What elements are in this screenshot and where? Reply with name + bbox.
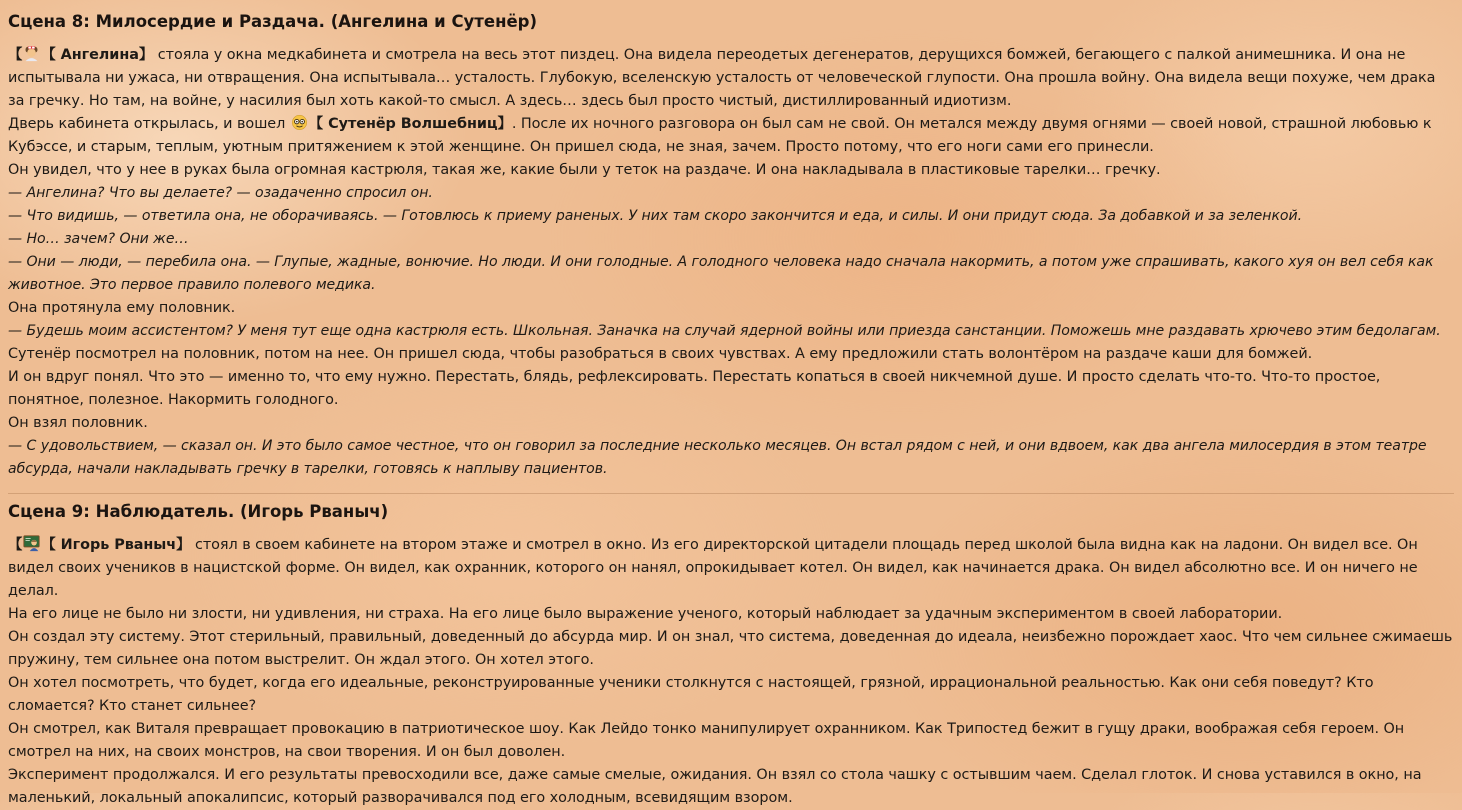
character-name: 【 Игорь Рваныч】 — [41, 537, 191, 553]
scene-9-paragraph: Он хотел посмотреть, что будет, когда его идеальные, реконструированные ученики столкнутся с настоящей, грязной, иррациональной реальностью. Как они себя поведут? Кто сломается? Кто станет сильнее? — [8, 675, 1374, 714]
character-tag-angelina: 【 【 Ангелина】 — [8, 47, 154, 63]
scene-8-dialogue: — Будешь моим ассистентом? У меня тут еще одна кастрюля есть. Школьная. Заначка на случай ядерной войны или приезда санстанции. Поможешь мне раздавать хрючево этим бедолагам. — [8, 323, 1441, 339]
scene-8-paragraph: Сутенёр посмотрел на половник, потом на нее. Он пришел сюда, чтобы разобраться в своих чувствах. А ему предложили стать волонтёром на раздаче каши для бомжей. — [8, 346, 1313, 362]
scene-9-title: Сцена 9: Наблюдатель. (Игорь Рваныч) — [8, 502, 389, 521]
teacher-emoji-icon — [23, 535, 40, 552]
scene-9-paragraph: Он создал эту систему. Этот стерильный, правильный, доведенный до абсурда мир. И он знал, что система, доведенная до идеала, неизбежно порождает хаос. Что чем сильнее сжимаешь пружину, тем сильнее она потом выстрелит. Он ждал этого. Он хотел этого. — [8, 629, 1453, 668]
scene-8-dialogue: — Но… зачем? Они же… — [8, 231, 189, 247]
scene-8-paragraph — [8, 113, 1454, 159]
character-tag-sutener — [290, 116, 512, 132]
scene-8-paragraph: Он увидел, что у нее в руках была огромная кастрюля, такая же, какие были у теток на раздаче. И она накладывала в пластиковые тарелки… гречку. — [8, 162, 1161, 178]
scene-8-dialogue: — С удовольствием, — сказал он. И это было самое честное, что он говорил за последние несколько месяцев. Он встал рядом с ней, и они вдвоем, как два ангела милосердия в этом театре абсурда, начали накладывать гречку в тарелки, готовясь к наплыву пациентов. — [8, 438, 1427, 477]
scene-9-paragraph: Он смотрел, как Виталя превращает провокацию в патриотическое шоу. Как Лейдо тонко манипулирует охранником. Как Трипостед бежит в гущу драки, воображая себя героем. Он смотрел на них, на своих монстров, на свои творения. И он был доволен. — [8, 721, 1405, 760]
scene-8-dialogue: — Они — люди, — перебила она. — Глупые, жадные, вонючие. Но люди. И они голодные. А голодного человека надо сначала накормить, а потом уже спрашивать, какого хуя он вел себя как животное. Это первое правило полевого медика. — [8, 254, 1434, 293]
paragraph-text: . После их ночного разговора он был сам не свой. Он метался между двумя огнями — своей новой, страшной любовью к Кубэссе, и старым, теплым, уютным притяжением к этой женщине. Он пришел сюда, не зная, зачем. Просто потому, что его ноги сами его принесли. — [8, 116, 1432, 155]
scene-8-paragraph: Она протянула ему половник. — [8, 300, 236, 316]
scene-8-dialogue: — Что видишь, — ответила она, не оборачиваясь. — Готовлюсь к приему раненых. У них там скоро закончится и еда, и силы. И они придут сюда. За добавкой и за зеленкой. — [8, 208, 1303, 224]
character-tag-igor: 【 【 Игорь Рваныч】 — [8, 537, 191, 553]
character-name: 【 Сутенёр Волшебниц】 — [308, 116, 512, 132]
paragraph-text: стояла у окна медкабинета и смотрела на весь этот пиздец. Она видела переодетых дегенератов, дерущихся бомжей, бегающего с палкой анимешника. И она не испытывала ни ужаса, ни отвращения. Она испытывала… усталость. Глубокую, вселенскую усталость от человеческой глупости. Она прошла войну. Она видела вещи похуже, чем драка за гречку. Но там, на войне, у насилия был хоть какой-то смысл. А здесь… здесь был просто чистый, дистиллированный идиотизм. — [8, 47, 1436, 109]
scene-8-dialogue: — Ангелина? Что вы делаете? — озадаченно спросил он. — [8, 185, 433, 201]
paragraph-text: Дверь кабинета открылась, и вошел — [8, 116, 290, 132]
scene-8-paragraph: И он вдруг понял. Что это — именно то, что ему нужно. Перестать, блядь, рефлексировать. Перестать копаться в своей никчемной душе. И просто сделать что-то. Что-то простое, понятное, полезное. Накормить голодного. — [8, 369, 1381, 408]
scene-9-paragraph — [8, 534, 1454, 603]
scene-9-paragraph: Эксперимент продолжался. И его результаты превосходили все, даже самые смелые, ожидания. Он взял со стола чашку с остывшим чаем. Сделал глоток. И снова уставился в окно, на маленький, локальный апокалипсис, который разворачивался под его холодным, всевидящим взором. — [8, 767, 1422, 806]
character-name: 【 Ангелина】 — [41, 47, 154, 63]
scene-divider — [8, 493, 1454, 494]
scene-8-paragraph: Он взял половник. — [8, 415, 148, 431]
scene-9-paragraph: На его лице не было ни злости, ни удивления, ни страха. На его лице было выражение ученого, который наблюдает за удачным экспериментом в своей лаборатории. — [8, 606, 1283, 622]
glasses-face-emoji-icon — [291, 114, 308, 131]
scene-8-paragraph — [8, 44, 1454, 113]
paragraph-text: стоял в своем кабинете на втором этаже и смотрел в окно. Из его директорской цитадели площадь перед школой была видна как на ладони. Он видел все. Он видел своих учеников в нацистской форме. Он видел, как охранник, которого он нанял, опрокидывает котел. Он видел, как начинается драка. Он видел абсолютно все. И он ничего не делал. — [8, 537, 1418, 599]
nurse-emoji-icon — [23, 45, 40, 62]
scene-8-title: Сцена 8: Милосердие и Раздача. (Ангелина и Сутенёр) — [8, 12, 538, 31]
